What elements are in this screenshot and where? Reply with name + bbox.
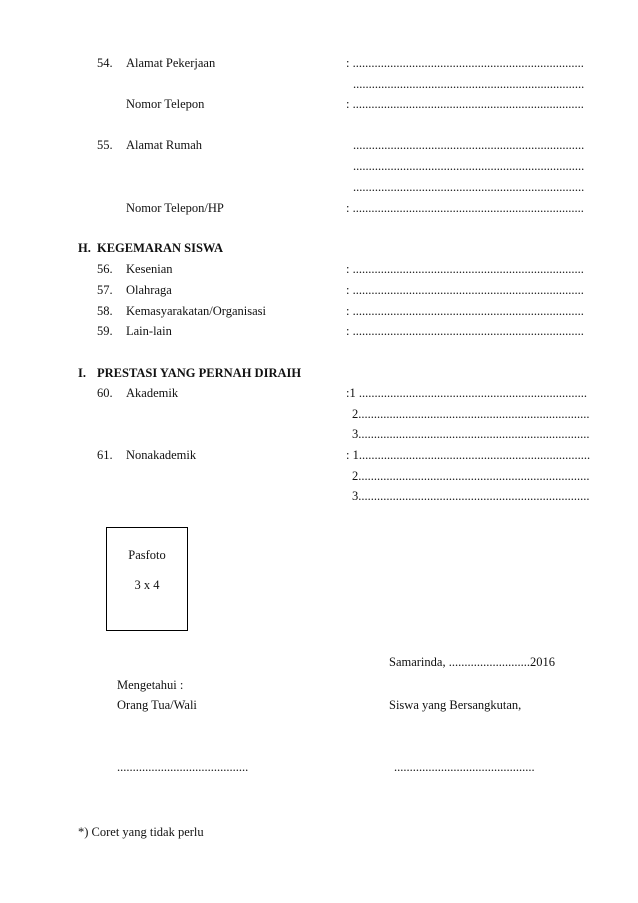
footnote: *) Coret yang tidak perlu <box>78 825 204 839</box>
item-55-fill-line-2: .......................................................................... <box>353 159 585 173</box>
item-54-number: 54. <box>97 56 113 70</box>
item-60-fill-line-3: 3.......................................................................... <box>352 427 590 441</box>
item-58-number: 58. <box>97 304 113 318</box>
parent-signature-line: .......................................... <box>117 760 249 774</box>
place-date: Samarinda, ..........................2016 <box>389 655 555 669</box>
item-59-fill-line: : .......................................................................... <box>346 324 584 338</box>
item-61-fill-line-2: 2.......................................................................... <box>352 469 590 483</box>
item-57-fill-line: : .......................................................................... <box>346 283 584 297</box>
item-61-number: 61. <box>97 448 113 462</box>
item-61-fill-line-3: 3.......................................................................... <box>352 489 590 503</box>
item-55-sub-fill-line: : .......................................................................... <box>346 201 584 215</box>
item-58-fill-line: : .......................................................................... <box>346 304 584 318</box>
item-54-fill-line-1: : .......................................................................... <box>346 56 584 70</box>
item-57-label: Olahraga <box>126 283 172 297</box>
item-54-sub-label: Nomor Telepon <box>126 97 205 111</box>
item-59-label: Lain-lain <box>126 324 172 338</box>
acknowledged-label: Mengetahui : <box>117 678 184 692</box>
item-56-fill-line: : .......................................................................... <box>346 262 584 276</box>
item-56-number: 56. <box>97 262 113 276</box>
student-signature-line: ............................................. <box>394 760 535 774</box>
item-60-label: Akademik <box>126 386 179 400</box>
item-55-number: 55. <box>97 138 113 152</box>
photo-label: Pasfoto <box>128 548 166 562</box>
section-h-letter: H. <box>78 241 91 255</box>
item-60-fill-line-2: 2.......................................................................... <box>352 407 590 421</box>
student-role-label: Siswa yang Bersangkutan, <box>389 698 522 712</box>
item-59-number: 59. <box>97 324 113 338</box>
section-h-title: KEGEMARAN SISWA <box>97 241 224 255</box>
item-60-number: 60. <box>97 386 113 400</box>
item-54-label: Alamat Pekerjaan <box>126 56 216 70</box>
section-i-letter: I. <box>78 366 86 380</box>
item-54-fill-line-2: .......................................................................... <box>353 77 585 91</box>
parent-role-label: Orang Tua/Wali <box>117 698 197 712</box>
item-55-fill-line-3: .......................................................................... <box>353 180 585 194</box>
item-54-sub-fill-line: : .......................................................................... <box>346 97 584 111</box>
item-56-label: Kesenian <box>126 262 173 276</box>
item-60-fill-line-1: :1 ......................................................................... <box>346 386 587 400</box>
photo-box <box>106 527 188 631</box>
photo-size: 3 x 4 <box>134 578 160 592</box>
item-61-fill-line-1: : 1.......................................................................... <box>346 448 591 462</box>
item-55-sub-label: Nomor Telepon/HP <box>126 201 224 215</box>
item-55-label: Alamat Rumah <box>126 138 203 152</box>
item-55-fill-line-1: .......................................................................... <box>353 138 585 152</box>
item-57-number: 57. <box>97 283 113 297</box>
item-58-label: Kemasyarakatan/Organisasi <box>126 304 266 318</box>
item-61-label: Nonakademik <box>126 448 197 462</box>
section-i-title: PRESTASI YANG PERNAH DIRAIH <box>97 366 302 380</box>
